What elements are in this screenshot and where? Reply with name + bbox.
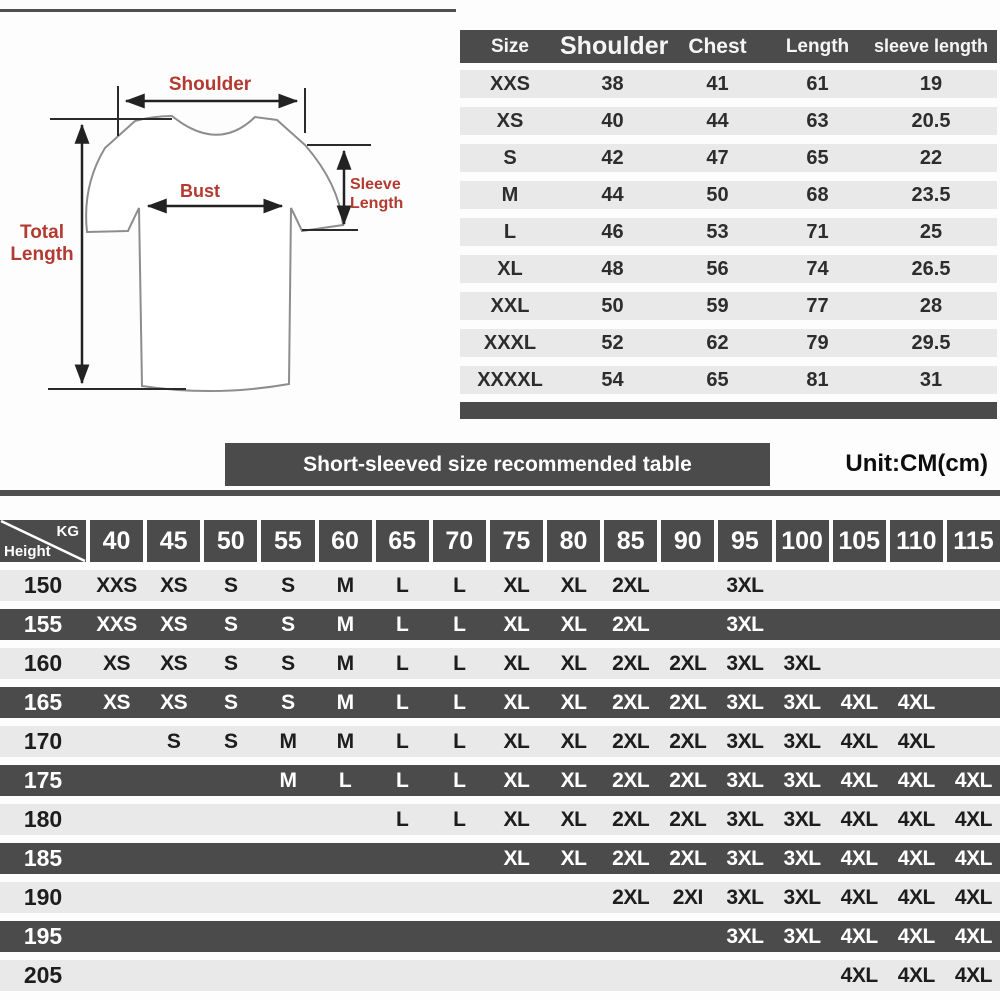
- size-table-header-cell: Length: [785, 36, 850, 57]
- weight-table-row: [0, 648, 1000, 679]
- height-cell: 195: [23, 923, 63, 949]
- size-table-row: [460, 218, 997, 246]
- measurement-cell: 61: [806, 73, 829, 95]
- size-recommendation-cell: L: [396, 729, 409, 753]
- weight-rows: [0, 570, 1000, 991]
- height-cell: 165: [23, 689, 63, 715]
- height-cell: 180: [23, 806, 63, 832]
- measurement-cell: 56: [706, 258, 729, 280]
- total-length-label-line1: Total: [20, 222, 64, 243]
- size-recommendation-cell: 4XL: [897, 690, 935, 714]
- size-recommendation-cell: S: [224, 573, 238, 597]
- size-recommendation-cell: L: [396, 807, 409, 831]
- height-cell: 170: [23, 728, 63, 754]
- size-recommendation-cell: 3XL: [726, 768, 764, 792]
- measurement-cell: 38: [601, 73, 624, 95]
- weight-header-row: [0, 520, 1000, 562]
- size-recommendation-cell: L: [396, 690, 409, 714]
- size-recommendation-cell: XS: [160, 651, 188, 675]
- size-recommendation-cell: 2XL: [612, 768, 650, 792]
- size-recommendation-cell: 3XL: [726, 651, 764, 675]
- size-recommendation-cell: XL: [503, 651, 530, 675]
- weight-header-cell: 60: [319, 520, 372, 562]
- measurement-cell: 42: [601, 147, 624, 169]
- height-cell: 150: [23, 572, 63, 598]
- size-recommendation-cell: L: [453, 690, 466, 714]
- weight-table-row: [0, 843, 1000, 874]
- size-cell: M: [501, 184, 519, 206]
- weight-table-row: [0, 765, 1000, 796]
- size-recommendation-cell: XL: [503, 573, 530, 597]
- size-recommendation-cell: L: [453, 651, 466, 675]
- weight-header-cell: 95: [718, 520, 771, 562]
- size-table-header: [460, 30, 997, 63]
- size-recommendation-cell: XL: [560, 846, 587, 870]
- measurement-cell: 23.5: [911, 184, 951, 206]
- size-recommendation-cell: 3XL: [783, 768, 821, 792]
- measurement-cell: 31: [919, 369, 943, 391]
- height-cell: 185: [23, 845, 63, 871]
- weight-table-row: [0, 921, 1000, 952]
- size-recommendation-cell: L: [396, 573, 409, 597]
- size-recommendation-cell: 3XL: [783, 729, 821, 753]
- size-table-row: [460, 70, 997, 98]
- size-recommendation-cell: 2XL: [669, 729, 707, 753]
- size-table-row: [460, 107, 997, 135]
- size-recommendation-cell: 3XL: [783, 846, 821, 870]
- size-recommendation-cell: 2XL: [669, 768, 707, 792]
- size-recommendation-cell: M: [279, 729, 297, 753]
- size-recommendation-cell: 2XL: [612, 651, 650, 675]
- size-recommendation-cell: 4XL: [840, 963, 878, 987]
- size-recommendation-cell: 2XL: [669, 807, 707, 831]
- size-recommendation-cell: 3XL: [726, 846, 764, 870]
- size-recommendation-cell: 3XL: [726, 573, 764, 597]
- measurement-cell: 25: [919, 221, 943, 243]
- size-recommendation-cell: 3XL: [726, 729, 764, 753]
- sleeve-length-label-line1: Sleeve: [350, 176, 401, 193]
- size-recommendation-cell: 4XL: [840, 885, 878, 909]
- size-recommendation-cell: XL: [503, 846, 530, 870]
- weight-height-table: [0, 520, 1000, 991]
- measurement-cell: 68: [806, 184, 829, 206]
- size-recommendation-cell: 4XL: [840, 729, 878, 753]
- banner: [225, 443, 770, 486]
- measurement-cell: 63: [806, 110, 829, 132]
- size-recommendation-cell: 3XL: [783, 885, 821, 909]
- size-table-row: [460, 144, 997, 172]
- measurement-cell: 53: [706, 221, 729, 243]
- size-recommendation-cell: M: [336, 690, 354, 714]
- size-recommendation-cell: 3XL: [783, 807, 821, 831]
- size-table-row: [460, 255, 997, 283]
- size-recommendation-cell: M: [336, 573, 354, 597]
- measurement-cell: 46: [601, 221, 624, 243]
- size-recommendation-cell: S: [224, 729, 238, 753]
- size-recommendation-cell: XL: [560, 573, 587, 597]
- unit-label: Unit:CM(cm): [845, 450, 988, 477]
- weight-header-cell: 105: [833, 520, 886, 562]
- measurement-cell: 81: [806, 369, 829, 391]
- size-table-header-cell: sleeve length: [873, 36, 989, 56]
- size-cell: L: [503, 221, 517, 243]
- size-recommendation-cell: L: [453, 573, 466, 597]
- size-recommendation-cell: S: [281, 690, 295, 714]
- measurement-cell: 71: [806, 221, 829, 243]
- size-recommendation-cell: 4XL: [840, 690, 878, 714]
- weight-header-cell: 80: [547, 520, 600, 562]
- measurement-cell: 28: [919, 295, 943, 317]
- size-recommendation-cell: 4XL: [840, 807, 878, 831]
- size-recommendation-cell: 4XL: [897, 924, 935, 948]
- size-recommendation-cell: S: [224, 612, 238, 636]
- size-recommendation-cell: XL: [560, 807, 587, 831]
- size-table-header-cell: Shoulder: [560, 32, 669, 60]
- size-recommendation-cell: S: [281, 573, 295, 597]
- size-recommendation-cell: S: [224, 651, 238, 675]
- size-recommendation-cell: 2XL: [669, 846, 707, 870]
- weight-header-cell: 85: [604, 520, 657, 562]
- weight-header-cell: 70: [433, 520, 486, 562]
- size-recommendation-cell: L: [453, 807, 466, 831]
- size-recommendation-cell: 2XL: [612, 573, 650, 597]
- size-recommendation-cell: XXS: [96, 612, 137, 636]
- size-cell: XL: [497, 258, 523, 280]
- weight-table-row: [0, 687, 1000, 718]
- weight-header-cell: 110: [890, 520, 943, 562]
- size-recommendation-cell: XL: [560, 690, 587, 714]
- size-cell: XXXXL: [477, 369, 543, 391]
- size-recommendation-cell: 4XL: [840, 924, 878, 948]
- measurement-cell: 52: [601, 332, 624, 354]
- size-recommendation-cell: 3XL: [726, 690, 764, 714]
- shoulder-label: Shoulder: [168, 74, 252, 95]
- size-recommendation-cell: XL: [560, 768, 587, 792]
- size-table-row: [460, 181, 997, 209]
- weight-header-cell: 50: [204, 520, 257, 562]
- size-recommendation-cell: 2XL: [612, 885, 650, 909]
- kg-height-corner-cell: [0, 520, 86, 562]
- measurement-cell: 74: [806, 258, 829, 280]
- size-recommendation-cell: 4XL: [954, 963, 992, 987]
- measurement-cell: 77: [806, 295, 829, 317]
- measurement-cell: 47: [706, 147, 729, 169]
- size-table-header-cell: Size: [490, 36, 530, 57]
- size-recommendation-cell: 3XL: [783, 690, 821, 714]
- total-length-label-line2: Length: [10, 244, 74, 265]
- measurement-cell: 59: [706, 295, 729, 317]
- height-cell: 190: [23, 884, 63, 910]
- size-recommendation-cell: 4XL: [840, 768, 878, 792]
- size-recommendation-cell: XS: [160, 690, 188, 714]
- size-recommendation-cell: L: [396, 612, 409, 636]
- size-recommendation-cell: 4XL: [954, 924, 992, 948]
- size-table-row: [460, 366, 997, 394]
- size-recommendation-cell: 4XL: [840, 846, 878, 870]
- weight-header-cell: 90: [661, 520, 714, 562]
- size-recommendation-cell: XXS: [96, 573, 137, 597]
- size-recommendation-cell: M: [279, 768, 297, 792]
- size-recommendation-cell: XL: [503, 807, 530, 831]
- tshirt-measurement-diagram: [0, 0, 440, 420]
- size-recommendation-cell: 2XL: [612, 729, 650, 753]
- measurement-cell: 20.5: [911, 110, 951, 132]
- size-recommendation-cell: XS: [103, 651, 131, 675]
- size-recommendation-cell: L: [453, 768, 466, 792]
- size-recommendation-cell: XL: [503, 768, 530, 792]
- size-recommendation-cell: 3XL: [726, 807, 764, 831]
- size-recommendation-cell: 4XL: [954, 846, 992, 870]
- size-recommendation-cell: 4XL: [954, 768, 992, 792]
- size-recommendation-cell: M: [336, 612, 354, 636]
- height-cell: 160: [23, 650, 63, 676]
- size-recommendation-cell: XL: [503, 729, 530, 753]
- size-recommendation-cell: 3XL: [783, 924, 821, 948]
- kg-label: KG: [56, 523, 79, 540]
- measurement-cell: 50: [706, 184, 729, 206]
- size-recommendation-cell: 2XL: [612, 807, 650, 831]
- size-cell: XXXL: [483, 332, 537, 354]
- size-cell: XXS: [489, 73, 531, 95]
- measurement-cell: 50: [601, 295, 624, 317]
- size-recommendation-cell: XL: [503, 690, 530, 714]
- size-recommendation-cell: S: [166, 729, 181, 753]
- size-recommendation-cell: 2XL: [612, 846, 650, 870]
- size-recommendation-cell: S: [224, 690, 238, 714]
- size-recommendation-cell: 2XL: [612, 612, 650, 636]
- size-recommendation-cell: M: [336, 651, 354, 675]
- weight-header-cell: 45: [147, 520, 200, 562]
- measurement-cell: 29.5: [911, 332, 951, 354]
- size-recommendation-cell: 2XL: [669, 690, 707, 714]
- tshirt-outline: [86, 116, 343, 391]
- size-table-row: [460, 329, 997, 357]
- measurement-cell: 44: [706, 110, 729, 132]
- size-recommendation-cell: 3XL: [726, 924, 764, 948]
- size-recommendation-cell: S: [281, 651, 295, 675]
- weight-table-row: [0, 882, 1000, 913]
- sleeve-length-label-line2: Length: [350, 195, 404, 212]
- size-recommendation-cell: XL: [560, 612, 587, 636]
- size-cell: S: [503, 147, 517, 169]
- size-table-footer-bar: [460, 402, 997, 419]
- height-cell: 155: [23, 611, 63, 637]
- height-cell: 205: [23, 962, 63, 988]
- weight-table-row: [0, 804, 1000, 835]
- size-table-row: [460, 292, 997, 320]
- measurement-cell: 48: [601, 258, 624, 280]
- size-recommendation-cell: XL: [560, 729, 587, 753]
- weight-table-row: [0, 960, 1000, 991]
- weight-table-row: [0, 726, 1000, 757]
- size-recommendation-cell: L: [453, 729, 466, 753]
- banner-title: Short-sleeved size recommended table: [303, 452, 692, 476]
- size-table-rows: [460, 70, 997, 394]
- measurement-cell: 41: [706, 73, 729, 95]
- size-recommendation-cell: XL: [503, 612, 530, 636]
- weight-header-cell: 55: [261, 520, 314, 562]
- weight-header-cell: 115: [947, 520, 1000, 562]
- size-recommendation-cell: 4XL: [897, 807, 935, 831]
- size-recommendation-cell: S: [281, 612, 295, 636]
- size-recommendation-cell: L: [396, 651, 409, 675]
- size-recommendation-cell: 3XL: [783, 651, 821, 675]
- size-recommendation-cell: XL: [560, 651, 587, 675]
- size-recommendation-cell: 4XL: [897, 846, 935, 870]
- size-recommendation-cell: L: [453, 612, 466, 636]
- height-label: Height: [4, 543, 51, 560]
- measurement-cell: 65: [706, 369, 729, 391]
- size-recommendation-cell: 4XL: [897, 885, 935, 909]
- weight-header-cell: 75: [490, 520, 543, 562]
- measurement-cell: 79: [806, 332, 829, 354]
- measurement-cell: 40: [601, 110, 624, 132]
- size-recommendation-cell: 4XL: [897, 963, 935, 987]
- measurement-cell: 54: [601, 369, 624, 391]
- size-recommendation-cell: 2XI: [672, 885, 703, 909]
- size-recommendation-cell: 4XL: [897, 768, 935, 792]
- size-recommendation-cell: 4XL: [954, 807, 992, 831]
- weight-table-row: [0, 570, 1000, 601]
- weight-table-row: [0, 609, 1000, 640]
- size-measurements-table: [460, 30, 997, 419]
- size-cell: XS: [496, 110, 524, 132]
- size-recommendation-cell: 3XL: [726, 612, 764, 636]
- measurement-cell: 62: [706, 332, 729, 354]
- measurement-cell: 22: [919, 147, 943, 169]
- size-recommendation-cell: L: [338, 768, 352, 792]
- measurement-cell: 26.5: [911, 258, 951, 280]
- size-recommendation-cell: 3XL: [726, 885, 764, 909]
- size-recommendation-cell: M: [336, 729, 354, 753]
- size-recommendation-cell: 4XL: [897, 729, 935, 753]
- size-recommendation-cell: L: [396, 768, 409, 792]
- middle-divider-line: [0, 490, 1000, 496]
- bust-label: Bust: [180, 181, 220, 201]
- measurement-cell: 65: [806, 147, 829, 169]
- height-cell: 175: [23, 767, 63, 793]
- size-recommendation-cell: XS: [160, 612, 188, 636]
- size-recommendation-cell: 2XL: [669, 651, 707, 675]
- size-recommendation-cell: XS: [160, 573, 188, 597]
- size-recommendation-cell: 4XL: [954, 885, 992, 909]
- size-recommendation-cell: XS: [103, 690, 131, 714]
- weight-header-cell: 40: [90, 520, 143, 562]
- weight-header-cell: 100: [776, 520, 829, 562]
- size-table-header-cell: Chest: [688, 35, 747, 58]
- size-cell: XXL: [490, 295, 530, 317]
- measurement-cell: 19: [919, 73, 943, 95]
- size-recommendation-cell: 2XL: [612, 690, 650, 714]
- weight-header-cell: 65: [376, 520, 429, 562]
- measurement-cell: 44: [601, 184, 624, 206]
